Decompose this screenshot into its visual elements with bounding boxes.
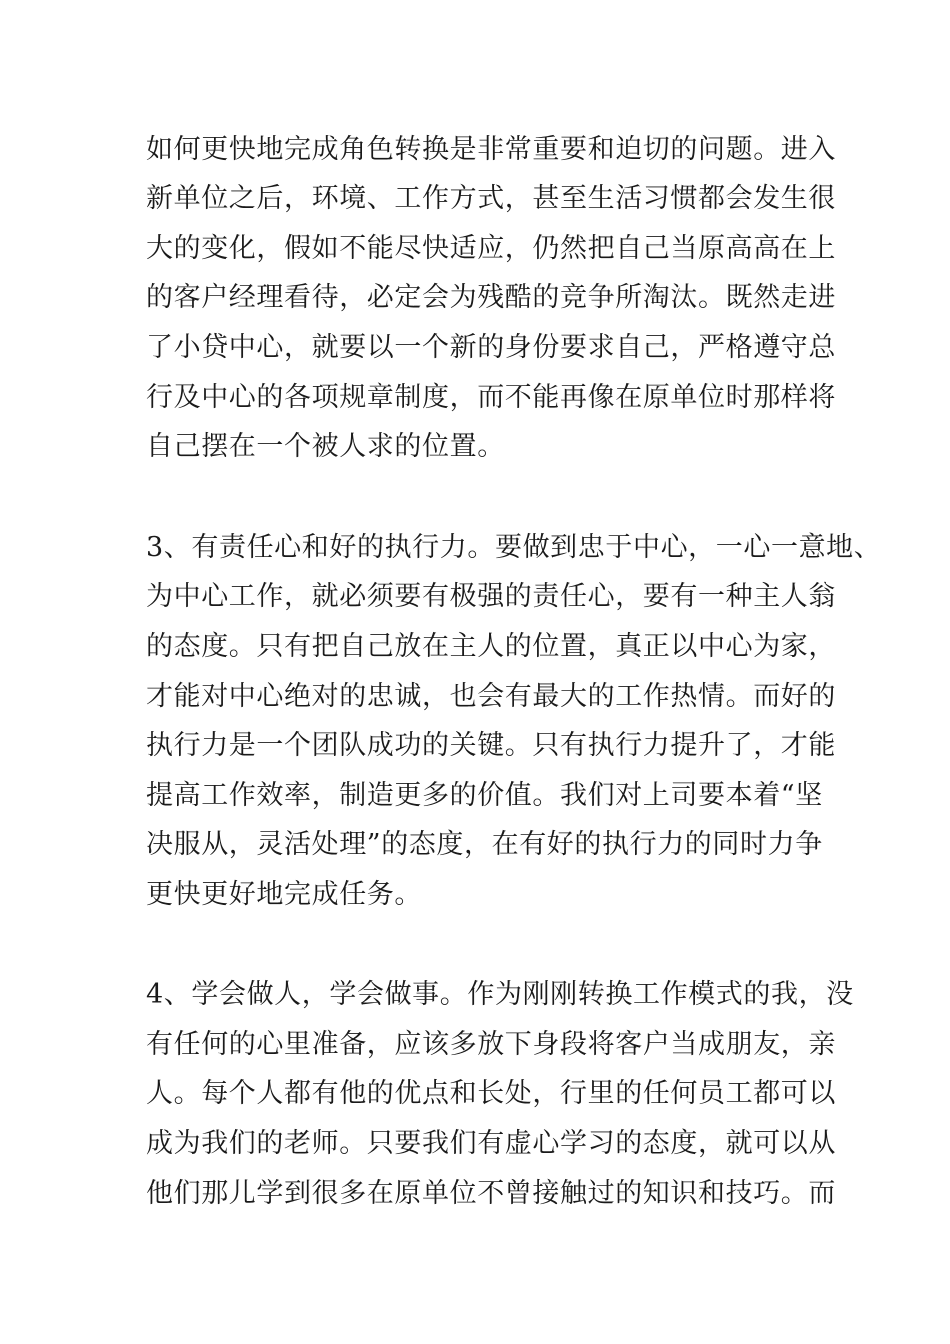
text-line: 新单位之后，环境、工作方式，甚至生活习惯都会发生很	[146, 183, 836, 214]
text-line: 人。每个人都有他的优点和长处，行里的任何员工都可以	[146, 1078, 836, 1109]
text-line: 自己摆在一个被人求的位置。	[146, 431, 505, 462]
text-line: 的态度。只有把自己放在主人的位置，真正以中心为家，	[146, 631, 836, 662]
text-line: 行及中心的各项规章制度，而不能再像在原单位时那样将	[146, 382, 836, 413]
text-line: 提高工作效率，制造更多的价值。我们对上司要本着“坚	[146, 780, 823, 811]
text-line: 有任何的心里准备，应该多放下身段将客户当成朋友，亲	[146, 1029, 836, 1060]
text-line: 才能对中心绝对的忠诚，也会有最大的工作热情。而好的	[146, 681, 836, 712]
text-line: 大的变化，假如不能尽快适应，仍然把自己当原高高在上	[146, 233, 836, 264]
text-line: 成为我们的老师。只要我们有虚心学习的态度，就可以从	[146, 1128, 836, 1159]
text-line: 了小贷中心，就要以一个新的身份要求自己，严格遵守总	[146, 332, 836, 363]
text-line: 更快更好地完成任务。	[146, 879, 422, 910]
text-line: 为中心工作，就必须要有极强的责任心，要有一种主人翁	[146, 581, 836, 612]
text-line: 决服从，灵活处理”的态度，在有好的执行力的同时力争	[146, 829, 823, 860]
text-line: 3、有责任心和好的执行力。要做到忠于中心，一心一意地、	[146, 532, 882, 563]
text-line: 执行力是一个团队成功的关键。只有执行力提升了，才能	[146, 730, 836, 761]
text-line: 的客户经理看待，必定会为残酷的竞争所淘汰。既然走进	[146, 282, 836, 313]
text-line: 4、学会做人，学会做事。作为刚刚转换工作模式的我，没	[146, 979, 854, 1010]
text-line: 如何更快地完成角色转换是非常重要和迫切的问题。进入	[146, 134, 836, 165]
text-line: 他们那儿学到很多在原单位不曾接触过的知识和技巧。而	[146, 1178, 836, 1209]
